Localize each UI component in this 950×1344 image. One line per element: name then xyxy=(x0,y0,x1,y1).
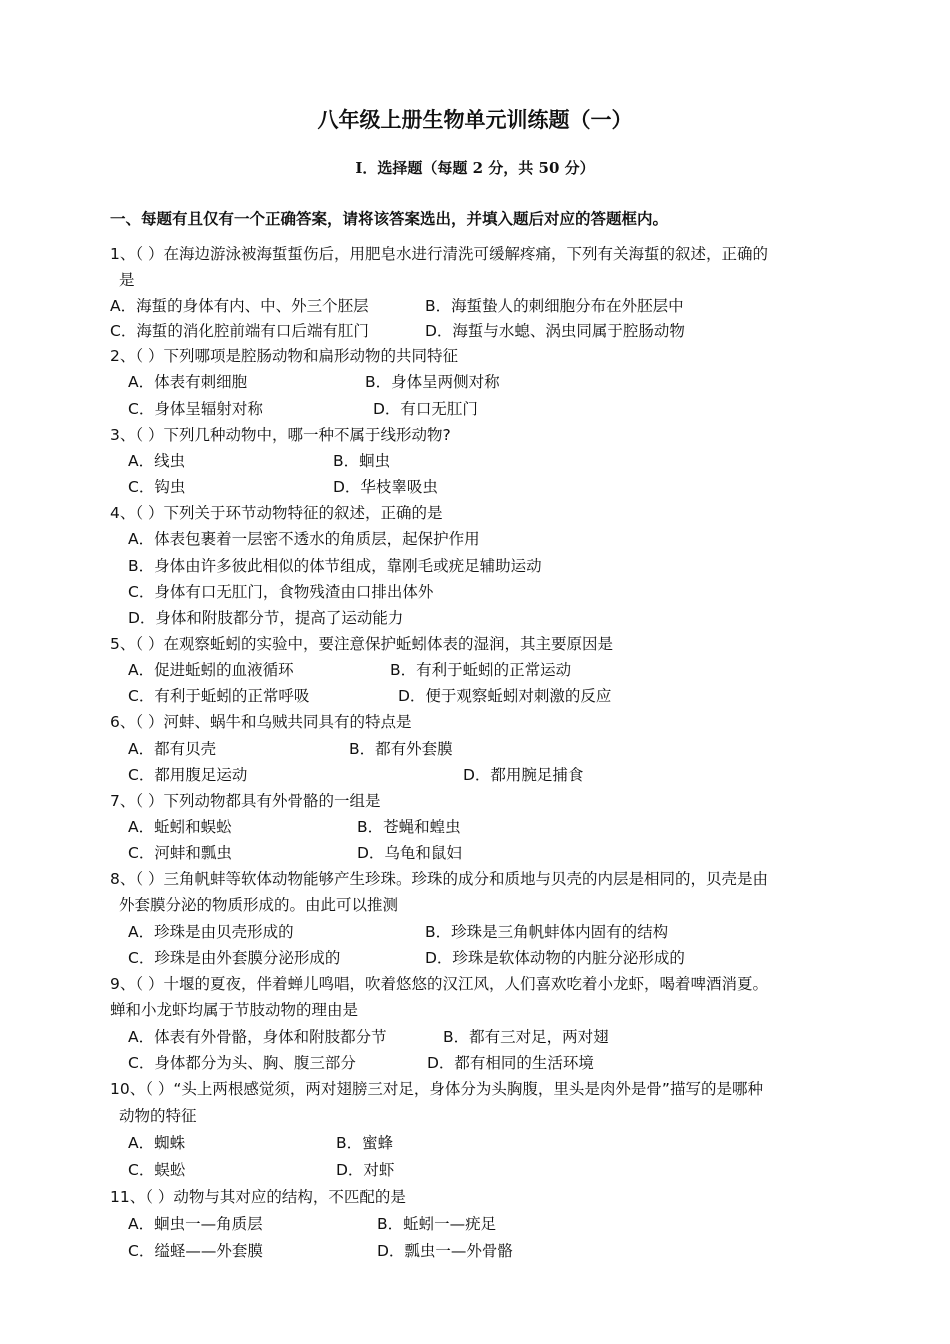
section-heading: Ⅰ．选择题（每题 2 分，共 50 分） xyxy=(355,159,595,177)
option-a: A．珍珠是由贝壳形成的 xyxy=(128,923,294,941)
option-a: A．线虫 xyxy=(128,452,186,470)
option-a: A．蚯蚓和蜈蚣 xyxy=(128,818,232,836)
question-stem-continued: 外套膜分泌的物质形成的。由此可以推测 xyxy=(119,896,399,914)
option-c: C．都用腹足运动 xyxy=(128,766,248,784)
option-a: A．都有贝壳 xyxy=(128,740,217,758)
option-b: B．身体由许多彼此相似的体节组成，靠刚毛或疣足辅助运动 xyxy=(128,557,542,575)
option-d: D．海蜇与水螅、涡虫同属于腔肠动物 xyxy=(425,322,685,340)
option-b: B．蚯蚓一—疣足 xyxy=(377,1215,497,1233)
option-d: D．都有相同的生活环境 xyxy=(427,1054,594,1072)
question-stem: 3、（ ）下列几种动物中，哪一种不属于线形动物? xyxy=(110,426,451,444)
option-a: A．体表包裹着一层密不透水的角质层，起保护作用 xyxy=(128,530,480,548)
question-stem: 9、（ ）十堰的夏夜，伴着蝉儿鸣唱，吹着悠悠的汉江风，人们喜欢吃着小龙虾，喝着啤酒消夏。 xyxy=(110,975,769,993)
option-d: D．瓢虫一—外骨骼 xyxy=(377,1242,513,1260)
option-a: A．海蜇的身体有内、中、外三个胚层 xyxy=(110,297,369,315)
option-b: B．都有三对足，两对翅 xyxy=(443,1028,609,1046)
option-b: B．苍蝇和蝗虫 xyxy=(357,818,461,836)
instruction-text: 一、每题有且仅有一个正确答案，请将该答案选出，并填入题后对应的答题框内。 xyxy=(110,210,669,228)
question-stem: 4、（ ）下列关于环节动物特征的叙述，正确的是 xyxy=(110,504,443,522)
question-stem: 7、（ ）下列动物都具有外骨骼的一组是 xyxy=(110,792,381,810)
option-b: B．蛔虫 xyxy=(333,452,391,470)
option-d: D．都用腕足捕食 xyxy=(463,766,584,784)
option-d: D．便于观察蚯蚓对刺激的反应 xyxy=(398,687,612,705)
option-d: D．乌龟和鼠妇 xyxy=(357,844,462,862)
question-stem-continued: 蝉和小龙虾均属于节肢动物的理由是 xyxy=(110,1001,359,1019)
option-c: C．缢蛏——外套膜 xyxy=(128,1242,263,1260)
option-c: C．海蜇的消化腔前端有口后端有肛门 xyxy=(110,322,369,340)
option-c: C．珍珠是由外套膜分泌形成的 xyxy=(128,949,341,967)
option-b: B．蜜蜂 xyxy=(336,1134,394,1152)
option-b: B．有利于蚯蚓的正常运动 xyxy=(390,661,572,679)
option-c: C．蜈蚣 xyxy=(128,1161,186,1179)
question-stem: 8、（ ）三角帆蚌等软体动物能够产生珍珠。珍珠的成分和质地与贝壳的内层是相同的，贝壳是由 xyxy=(110,870,769,888)
question-stem: 1、（ ）在海边游泳被海蜇蜇伤后，用肥皂水进行清洗可缓解疼痛，下列有关海蜇的叙述，正确的 xyxy=(110,245,769,263)
option-d: D．华枝睾吸虫 xyxy=(333,478,438,496)
option-a: A．体表有外骨骼，身体和附肢都分节 xyxy=(128,1028,387,1046)
question-stem-continued: 动物的特征 xyxy=(119,1107,197,1125)
question-stem: 5、（ ）在观察蚯蚓的实验中，要注意保护蚯蚓体表的湿润，其主要原因是 xyxy=(110,635,614,653)
option-c: C．河蚌和瓢虫 xyxy=(128,844,232,862)
page-title: 八年级上册生物单元训练题（一） xyxy=(317,108,633,132)
question-stem: 10、（ ）“头上两根感觉须，两对翅膀三对足，身体分为头胸腹，里头是肉外是骨”描写的是哪种 xyxy=(110,1080,763,1098)
question-stem: 11、（ ）动物与其对应的结构，不匹配的是 xyxy=(110,1188,406,1206)
question-stem: 6、（ ）河蚌、蜗牛和乌贼共同具有的特点是 xyxy=(110,713,412,731)
option-a: A．体表有刺细胞 xyxy=(128,373,248,391)
option-c: C．身体呈辐射对称 xyxy=(128,400,263,418)
option-b: B．海蜇蛰人的刺细胞分布在外胚层中 xyxy=(425,297,684,315)
option-d: D．珍珠是软体动物的内脏分泌形成的 xyxy=(425,949,685,967)
option-c: C．身体都分为头、胸、腹三部分 xyxy=(128,1054,356,1072)
option-b: B．身体呈两侧对称 xyxy=(365,373,500,391)
option-a: A．促进蚯蚓的血液循环 xyxy=(128,661,294,679)
question-stem-continued: 是 xyxy=(119,271,135,289)
option-a: A．蜘蛛 xyxy=(128,1134,186,1152)
option-a: A．蛔虫一—角质层 xyxy=(128,1215,263,1233)
option-b: B．珍珠是三角帆蚌体内固有的结构 xyxy=(425,923,669,941)
option-d: D．对虾 xyxy=(336,1161,395,1179)
option-c: C．身体有口无肛门，食物残渣由口排出体外 xyxy=(128,583,434,601)
option-c: C．钩虫 xyxy=(128,478,186,496)
option-b: B．都有外套膜 xyxy=(349,740,453,758)
option-d: D．有口无肛门 xyxy=(373,400,478,418)
question-stem: 2、（ ）下列哪项是腔肠动物和扁形动物的共同特征 xyxy=(110,347,459,365)
option-d: D．身体和附肢都分节，提高了运动能力 xyxy=(128,609,404,627)
option-c: C．有利于蚯蚓的正常呼吸 xyxy=(128,687,310,705)
